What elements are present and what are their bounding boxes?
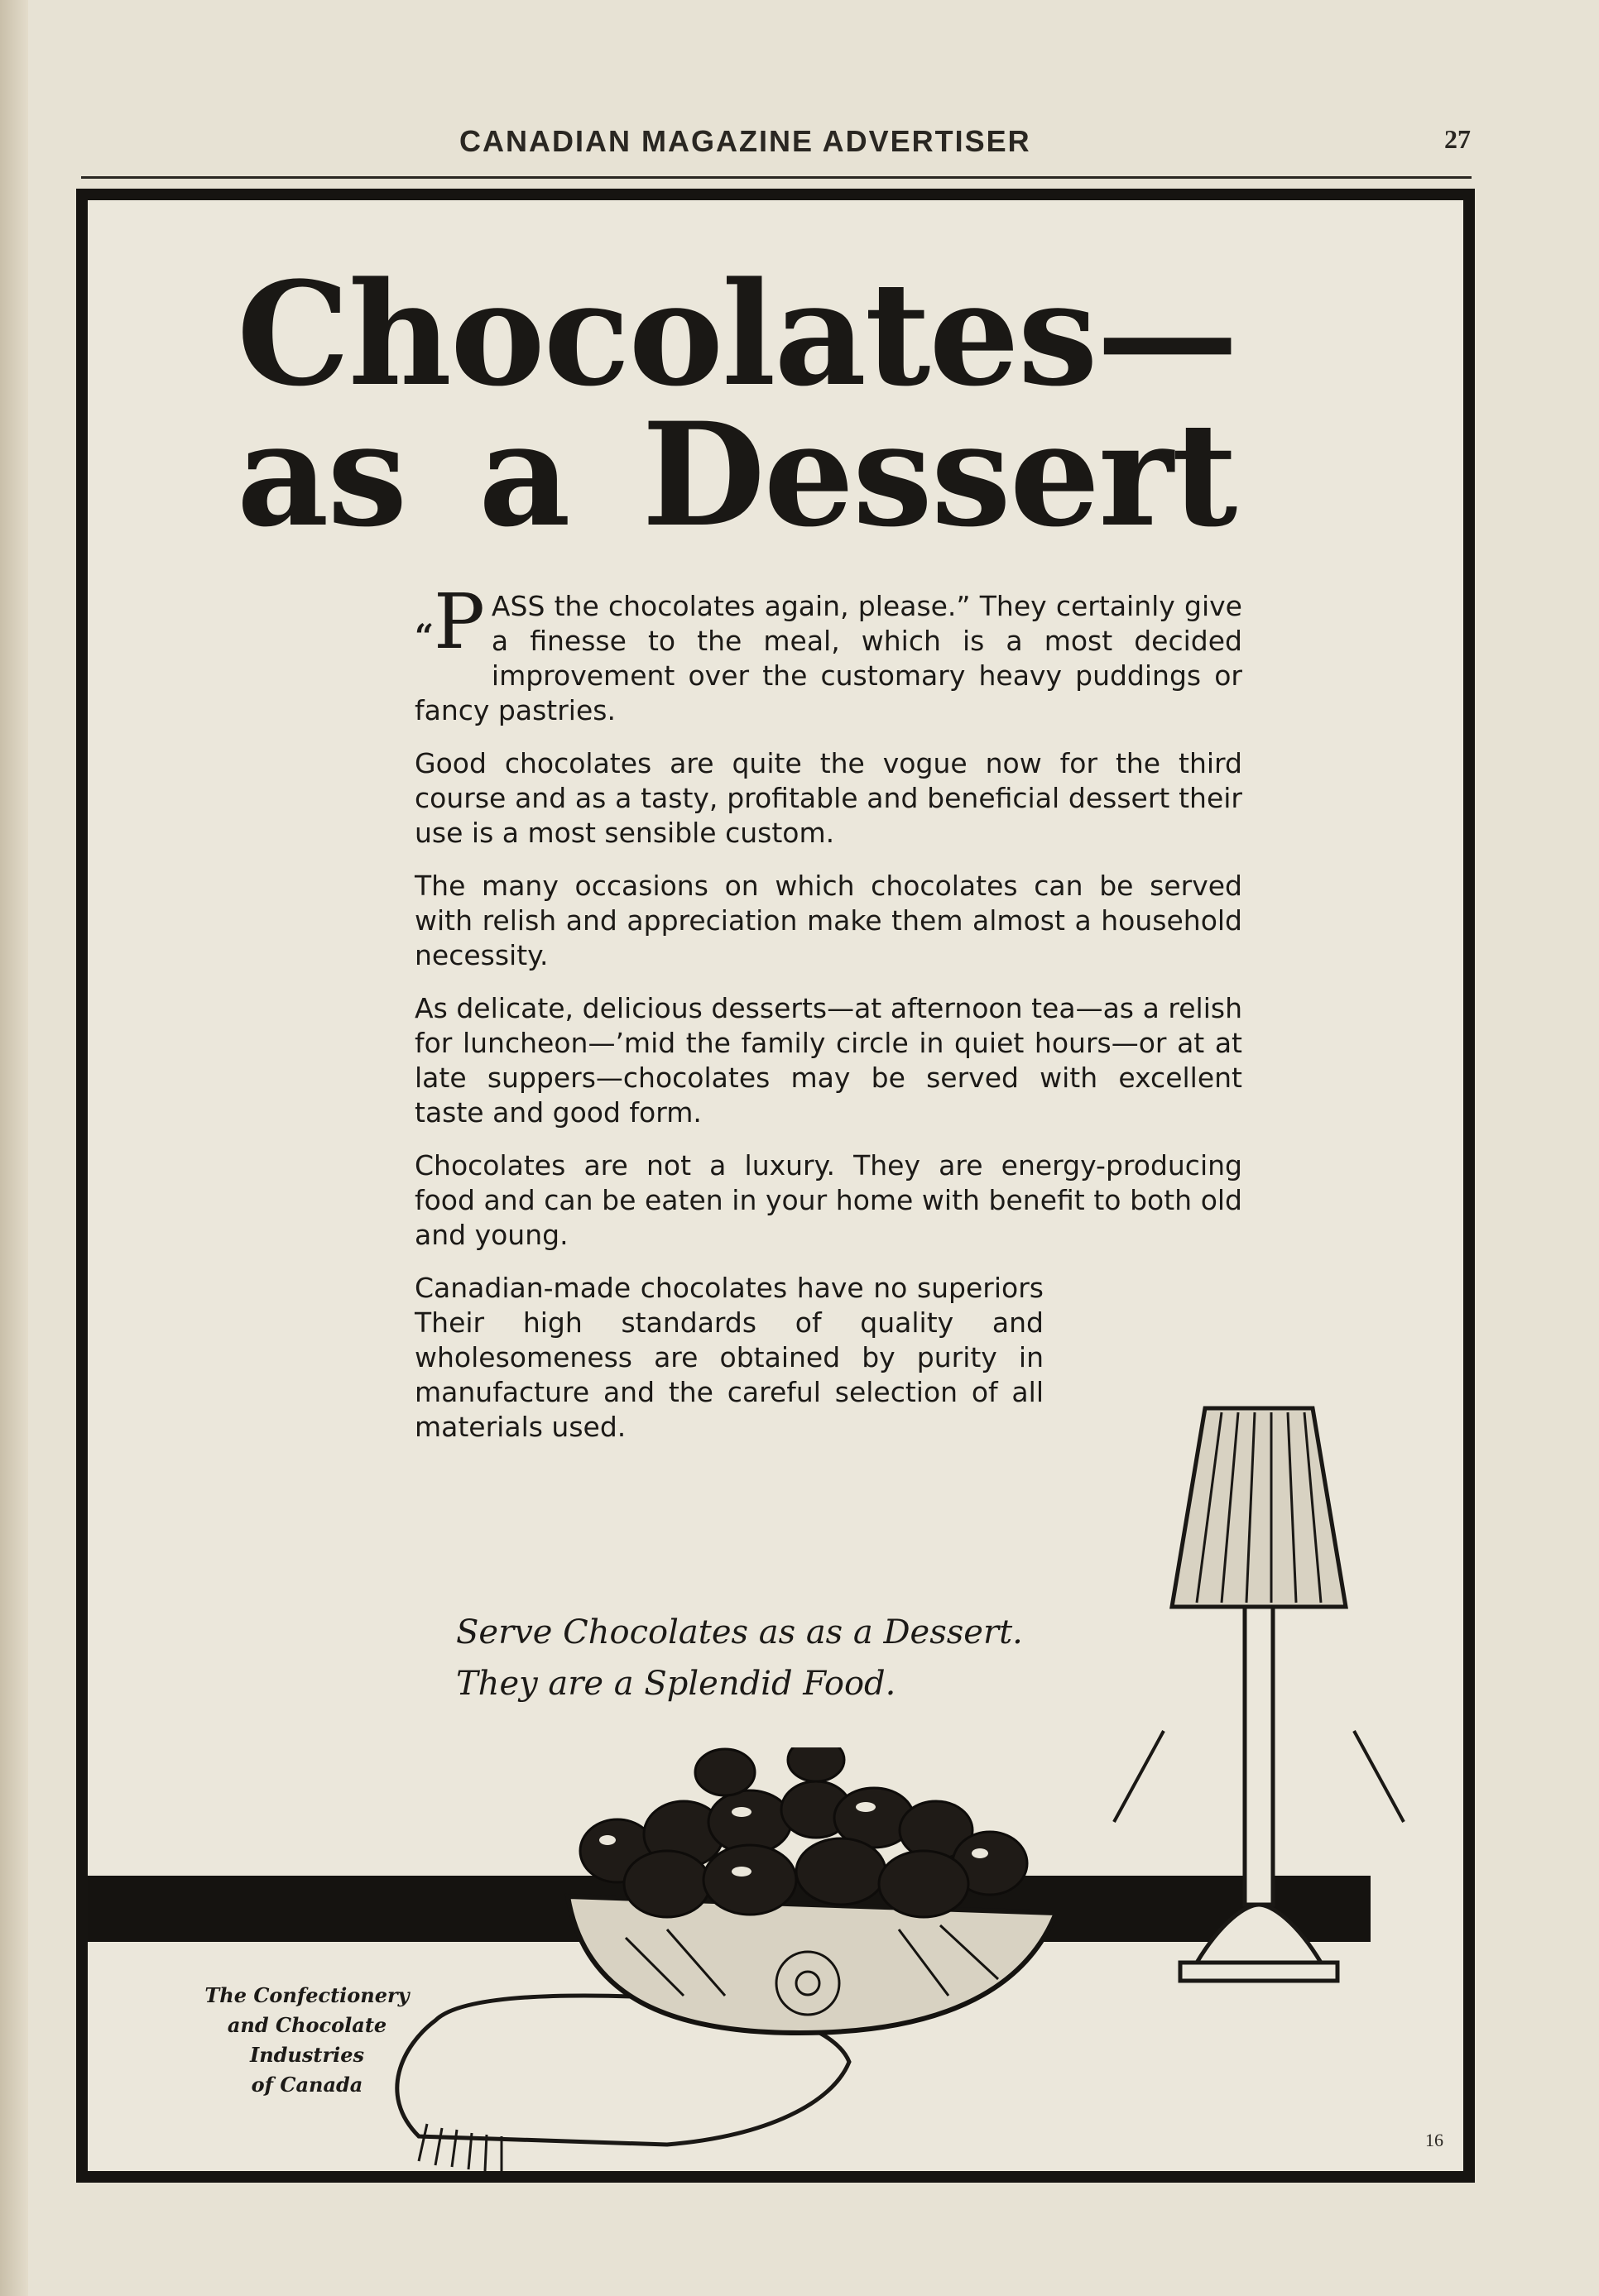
headline-line-1: Chocolates— <box>237 250 1237 418</box>
body-paragraph-3: As delicate, delicious desserts—at afternoon tea—as a relish for luncheon—’mid the family circle in quiet hours—or at at late suppers—chocolates may be served with excellent taste and good form. <box>415 992 1242 1129</box>
tagline <box>456 1607 1023 1709</box>
sponsor-line-4: of Canada <box>251 2073 363 2097</box>
body-paragraph-2: The many occasions on which chocolates can be served with relish and appreciation make them almost a household necessity. <box>415 870 1242 971</box>
running-title: CANADIAN MAGAZINE ADVERTISER <box>459 124 1031 158</box>
body-copy <box>415 578 1242 1463</box>
sponsor-line-1: The Confectionery <box>204 1983 410 2007</box>
plate-number: 16 <box>1425 2130 1443 2150</box>
tagline-line-2: They are a Splendid Food. <box>456 1665 896 1703</box>
page-binding-edge <box>0 0 28 2296</box>
header-rule <box>81 176 1472 179</box>
tagline-line-1: Serve Chocolates as as a Dessert. <box>456 1613 1023 1651</box>
chocolates <box>580 1747 1027 1917</box>
body-paragraph-1: Good chocolates are quite the vogue now for the third course and as a tasty, profitable and beneficial dessert their use is a most sensible custom. <box>415 747 1242 849</box>
intro-text: ASS the chocolates again, please.” They certainly give a finesse to the meal, which is a most decided improvement over the customary heavy puddings or fancy pastries. <box>415 590 1242 726</box>
advertisement-frame <box>76 189 1475 2183</box>
intro-paragraph <box>415 578 1242 728</box>
body-paragraph-4: Chocolates are not a luxury. They are energy-producing food and can be eaten in your home with benefit to both old and young. <box>415 1149 1242 1251</box>
sponsor-line-3: Industries <box>249 2043 365 2067</box>
table-lamp-illustration <box>1106 1392 1453 2020</box>
sponsor-signature <box>166 1981 448 2100</box>
lamp-base <box>1197 1905 1321 1963</box>
page-number: 27 <box>1444 124 1471 154</box>
drop-cap <box>415 578 485 667</box>
drop-cap-letter: P <box>434 578 485 666</box>
lamp-foot <box>1180 1963 1337 1981</box>
body-paragraph-5: Canadian-made chocolates have no superiors Their high standards of quality and wholesomeness are obtained by purity in manufacture and the careful selection of all materials used. <box>415 1272 1044 1443</box>
opening-quote: “ <box>415 617 435 656</box>
headline-line-2: as a Dessert <box>237 391 1236 558</box>
running-header <box>0 124 1599 165</box>
sponsor-line-2: and Chocolate <box>227 2013 387 2037</box>
lamp-stem <box>1245 1607 1273 1905</box>
